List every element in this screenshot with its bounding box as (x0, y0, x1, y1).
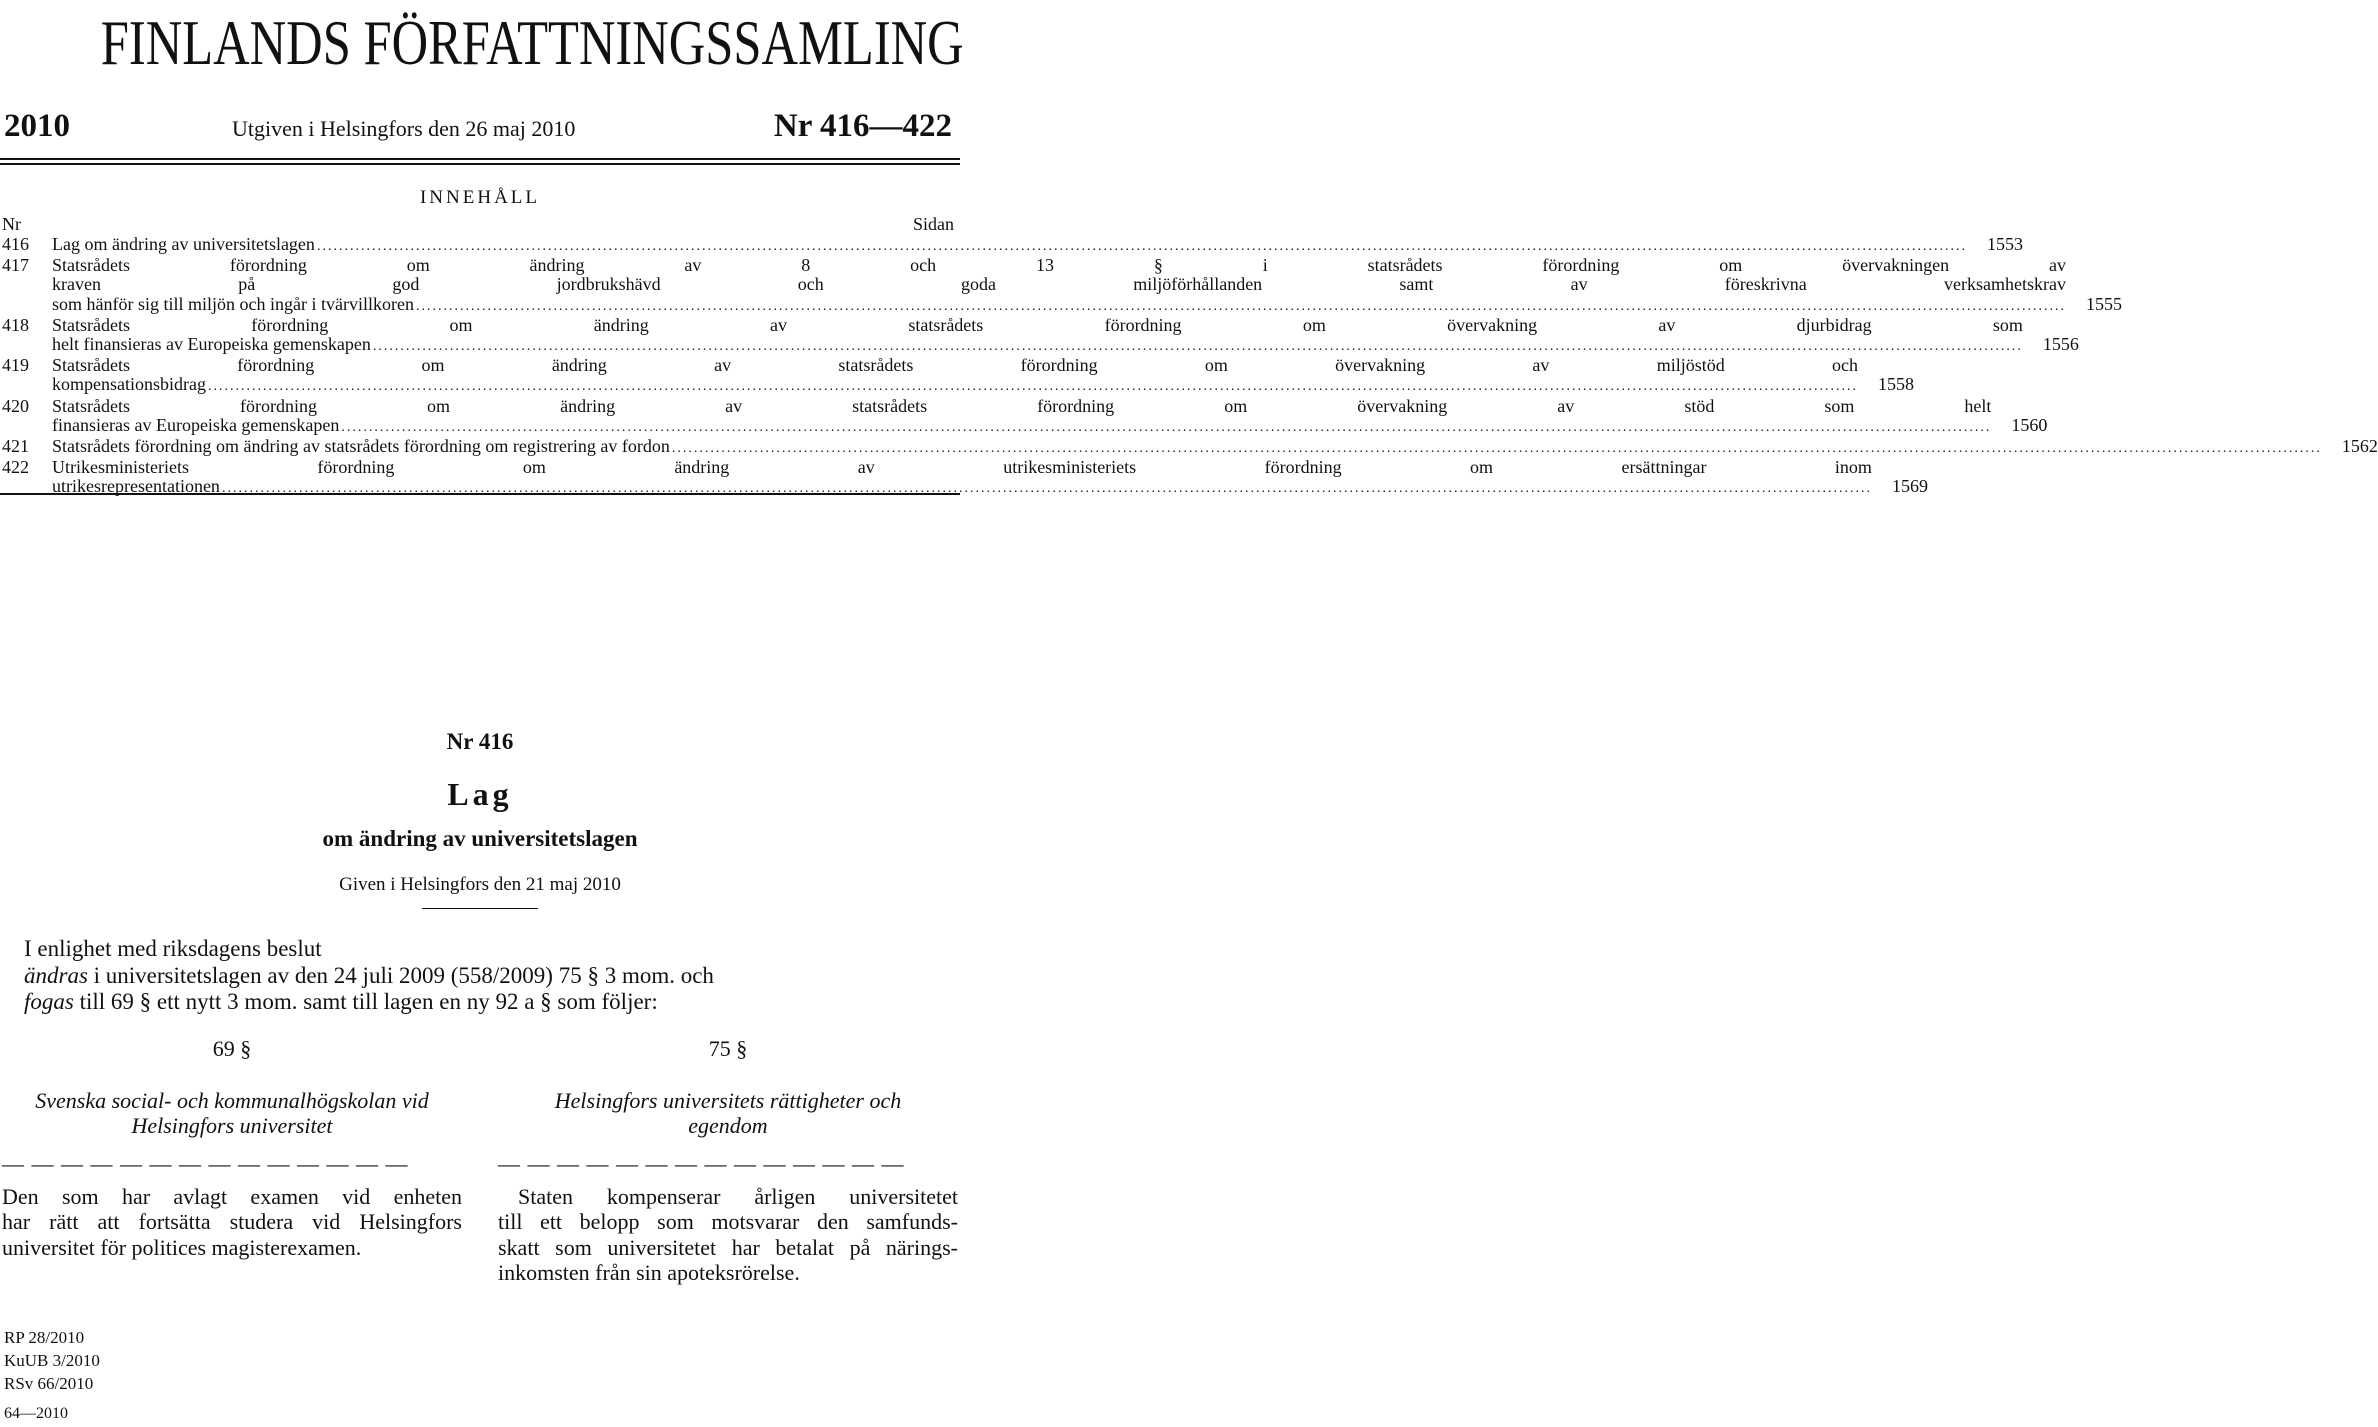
table-of-contents (2, 234, 2378, 499)
legislative-references (4, 1326, 100, 1395)
toc-entry-page: 1569 (1891, 476, 1928, 497)
toc-entry-line: Utrikesministeriets förordning om ändring av utrikesministeriets förordning om ersättningar inom (52, 457, 1872, 478)
section-text-line: Staten kompenserar årligen universitetet (518, 1184, 958, 1209)
section-heading: 75 § (708, 1036, 748, 1061)
toc-entry-last-line (52, 295, 2122, 316)
toc-entry-title: finansieras av Europeiska gemenskapen (52, 414, 340, 435)
preamble-add-word: fogas (24, 989, 74, 1014)
act-title: om ändring av universitetslagen (322, 826, 638, 851)
toc-entry-number: 416 (2, 234, 29, 254)
toc-leader-dots: ............................................................................................................................................................................................................................................................................................................ (316, 239, 1967, 254)
toc-entry-line: Statsrådets förordning om ändring av statsrådets förordning om övervakning av djurbidrag som (52, 314, 2023, 335)
section-text-line: universitet för politices magisterexamen. (2, 1234, 362, 1260)
section-text-line: har rätt att fortsätta studera vid Helsingfors (2, 1209, 462, 1235)
section-75 (498, 1036, 958, 1285)
toc-entry-last-line (52, 335, 2079, 356)
toc-entry-number: 419 (2, 355, 29, 376)
toc-entry-body (52, 256, 2122, 316)
reference-line: RSv 66/2010 (4, 1374, 94, 1393)
toc-entry-body (52, 437, 2378, 458)
toc-entry-body (52, 316, 2079, 356)
toc-entry-last-line (52, 437, 2378, 458)
toc-entry[interactable] (2, 395, 2048, 437)
section-text-line: inkomsten från sin apoteksrörelse. (498, 1259, 800, 1285)
toc-entry-line: Statsrådets förordning om ändring av statsrådets förordning om övervakning av stöd som helt (52, 395, 1992, 416)
toc-entry[interactable] (2, 255, 2122, 316)
toc-entry-page: 1560 (2011, 414, 2048, 435)
act-given-date: Given i Helsingfors den 21 maj 2010 (339, 874, 621, 895)
toc-entry-line: kraven på god jordbrukshävd och goda miljöförhållanden samt av föreskrivna verksamhetskrav (52, 274, 2066, 295)
toc-entry-page: 1558 (1877, 374, 1914, 395)
section-title-line: Helsingfors universitet (131, 1113, 333, 1138)
section-title-line: Helsingfors universitets rättigheter och (554, 1088, 902, 1113)
toc-leader-dots: ............................................................................................................................................................................................................................................................................................................ (221, 481, 1872, 497)
section-text-line: skatt som universitetet har betalat på närings- (498, 1234, 958, 1260)
toc-entry-number: 417 (2, 255, 29, 276)
toc-entry[interactable] (2, 314, 2079, 356)
section-text (498, 1184, 958, 1285)
toc-bottom-rule (0, 493, 960, 495)
toc-entry-title: kompensationsbidrag (52, 374, 206, 395)
toc-entry[interactable] (2, 436, 2378, 458)
toc-entry-number: 418 (2, 314, 29, 335)
section-heading: 69 § (212, 1036, 252, 1061)
masthead-title: FINLANDS FÖRFATTNINGSSAMLING (100, 7, 964, 78)
toc-entry-title: Statsrådets förordning om ändring av statsrådets förordning om registrering av fordon (52, 436, 670, 457)
toc-entry-last-line (52, 375, 1914, 396)
section-title-line: Svenska social- och kommunalhögskolan vid (35, 1088, 429, 1113)
issue-year: 2010 (4, 108, 70, 144)
preamble-line-2 (24, 963, 944, 990)
toc-entry-last-line (52, 235, 2023, 256)
toc-entry-page: 1553 (1986, 234, 2023, 254)
toc-entry-title: som hänför sig till miljön och ingår i tvärvillkoren (52, 293, 414, 314)
toc-col-nr: Nr (2, 214, 21, 234)
preamble-line-3 (24, 989, 944, 1016)
toc-entry-title: helt finansieras av Europeiska gemenskapen (52, 334, 371, 355)
issue-number: Nr 416—422 (773, 108, 952, 144)
toc-entry-last-line (52, 416, 2047, 437)
toc-leader-dots: ............................................................................................................................................................................................................................................................................................................ (671, 441, 2322, 457)
toc-entry-page: 1562 (2341, 436, 2378, 457)
toc-entry-body (52, 235, 2023, 256)
toc-leader-dots: ............................................................................................................................................................................................................................................................................................................ (341, 419, 1992, 435)
act-type: Lag (447, 776, 513, 812)
toc-entry-number: 421 (2, 436, 29, 457)
preamble-amend-text: i universitetslagen av den 24 juli 2009 (558/2009) 75 § 3 mom. och (87, 962, 714, 988)
preamble (24, 936, 944, 1016)
preamble-line-1: I enlighet med riksdagens beslut (24, 936, 322, 961)
section-text-line: till ett belopp som motsvarar den samfunds- (498, 1209, 958, 1235)
omission-dashes: — — — — — — — — — — — — — — (2, 1151, 409, 1176)
toc-entry-number: 422 (2, 457, 29, 478)
reference-line: KuUB 3/2010 (4, 1351, 100, 1370)
toc-entry[interactable] (2, 355, 1914, 396)
toc-col-page: Sidan (912, 214, 954, 234)
header-rule-bottom (0, 163, 960, 165)
title-divider (422, 908, 538, 909)
toc-heading: INNEHÅLL (419, 187, 541, 208)
header-rule-top (0, 158, 960, 160)
preamble-amend-word: ändras (24, 962, 88, 988)
toc-entry-line: Statsrådets förordning om ändring av 8 och 13 § i statsrådets förordning om övervakningen av (52, 255, 2066, 276)
toc-entry-body (52, 356, 1914, 396)
toc-leader-dots: ............................................................................................................................................................................................................................................................................................................ (415, 298, 2066, 314)
toc-entry-line: Statsrådets förordning om ändring av statsrådets förordning om övervakning av miljöstöd och (52, 355, 1858, 376)
section-text-line: Den som har avlagt examen vid enheten (2, 1184, 462, 1209)
section-69 (2, 1036, 462, 1260)
toc-entry-title: utrikesrepresentationen (52, 476, 220, 497)
reference-line: RP 28/2010 (4, 1328, 85, 1347)
issue-date: Utgiven i Helsingfors den 26 maj 2010 (232, 116, 576, 141)
act-number: Nr 416 (446, 729, 514, 754)
omission-dashes: — — — — — — — — — — — — — — (498, 1151, 905, 1176)
toc-entry-body (52, 397, 2047, 437)
toc-entry-title: Lag om ändring av universitetslagen (52, 234, 315, 254)
footer-code: 64—2010 (4, 1405, 68, 1422)
toc-leader-dots: ............................................................................................................................................................................................................................................................................................................ (372, 339, 2023, 355)
toc-entry-page: 1555 (2085, 293, 2122, 314)
section-title-line: egendom (688, 1113, 768, 1138)
section-text (2, 1184, 462, 1260)
toc-entry[interactable] (2, 234, 2023, 256)
section-title (498, 1088, 958, 1152)
toc-entry-page: 1556 (2042, 334, 2079, 355)
preamble-add-text: till 69 § ett nytt 3 mom. samt till lagen en ny 92 a § som följer: (73, 989, 658, 1014)
section-title (2, 1088, 462, 1152)
toc-entry-number: 420 (2, 395, 29, 416)
toc-leader-dots: ............................................................................................................................................................................................................................................................................................................ (207, 379, 1858, 395)
toc-entry-last-line (52, 477, 1928, 498)
